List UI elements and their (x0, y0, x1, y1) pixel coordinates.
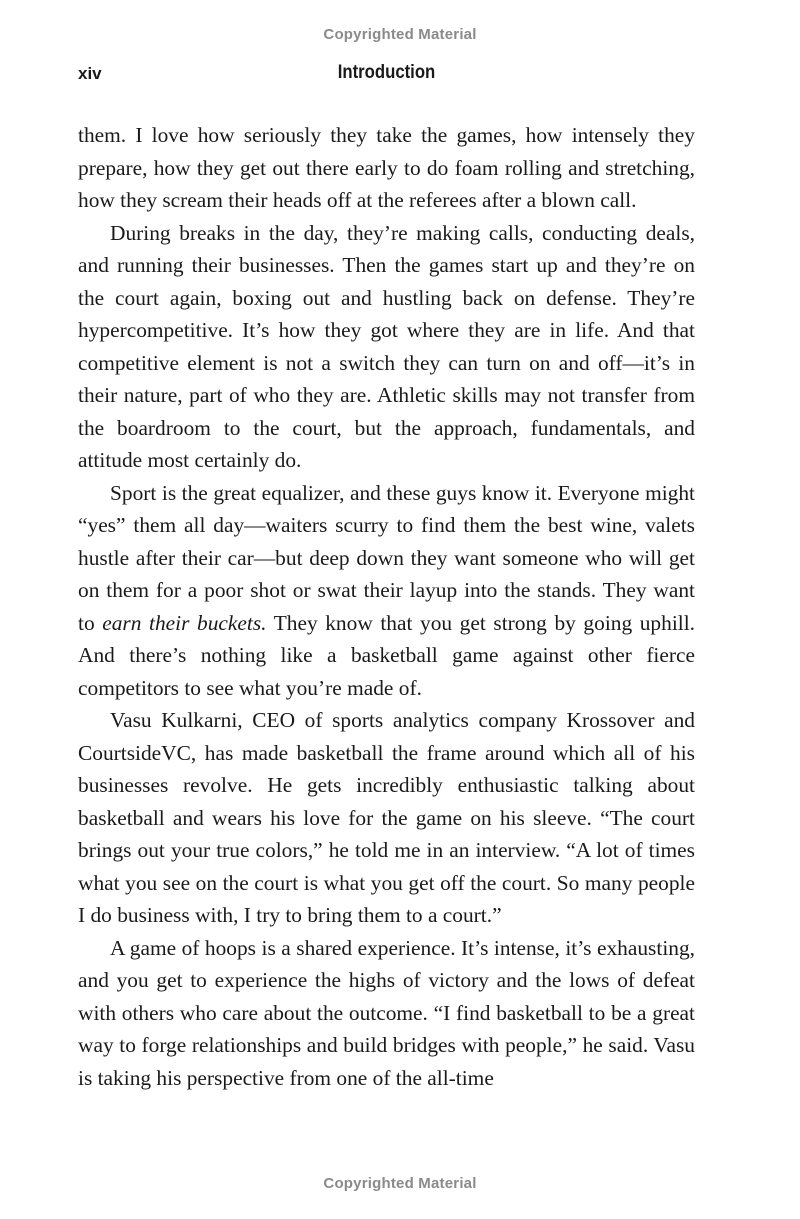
copyright-watermark-top: Copyrighted Material (323, 26, 477, 43)
emphasis-earn-their-buckets: earn their buckets. (102, 610, 267, 635)
paragraph-2: During breaks in the day, they’re making calls, conducting deals, and running their businesses. Then the games start up and they’re on the court again, boxing out and hustling back on defense. They’re hypercompetitive. It’s how they got where they are in life. And that competitive element is not a switch they can turn on and off—it’s in their nature, part of who they are. Athletic skills may not transfer from the boardroom to the court, but the approach, fundamentals, and attitude most certainly do. (78, 220, 695, 472)
copyright-watermark-bottom: Copyrighted Material (323, 1175, 477, 1192)
paragraph-3 (78, 477, 695, 705)
body-text (78, 119, 695, 1094)
chapter-title: Introduction (337, 62, 436, 83)
running-head (78, 62, 695, 88)
paragraph-3-text-start: Sport is the great equalizer, and these guys know it. Everyone might “yes” them all day—waiters scurry to find them the best wine, valets hustle after their car—but deep down they want someone who will get on them for a poor shot or swat their layup into the stands. They want to (78, 480, 695, 635)
page-number: xiv (78, 64, 102, 83)
paragraph-1: them. I love how seriously they take the games, how intensely they prepare, how they get out there early to do foam rolling and stretching, how they scream their heads off at the referees after a blown call. (78, 123, 695, 212)
paragraph-5: A game of hoops is a shared experience. It’s intense, it’s exhausting, and you get to experience the highs of victory and the lows of defeat with others who care about the outcome. “I find basketball to be a great way to forge relationships and build bridges with people,” he said. Vasu is taking his perspective from one of the all-time (78, 935, 695, 1090)
paragraph-3-text-end: They know that you get strong by going uphill. And there’s nothing like a basketball game against other fierce competitors to see what you’re made of. (78, 610, 695, 700)
paragraph-4: Vasu Kulkarni, CEO of sports analytics company Krossover and CourtsideVC, has made basketball the frame around which all of his businesses revolve. He gets incredibly enthusiastic talking about basketball and wears his love for the game on his sleeve. “The court brings out your true colors,” he told me in an interview. “A lot of times what you see on the court is what you get off the court. So many people I do business with, I try to bring them to a court.” (78, 708, 695, 927)
